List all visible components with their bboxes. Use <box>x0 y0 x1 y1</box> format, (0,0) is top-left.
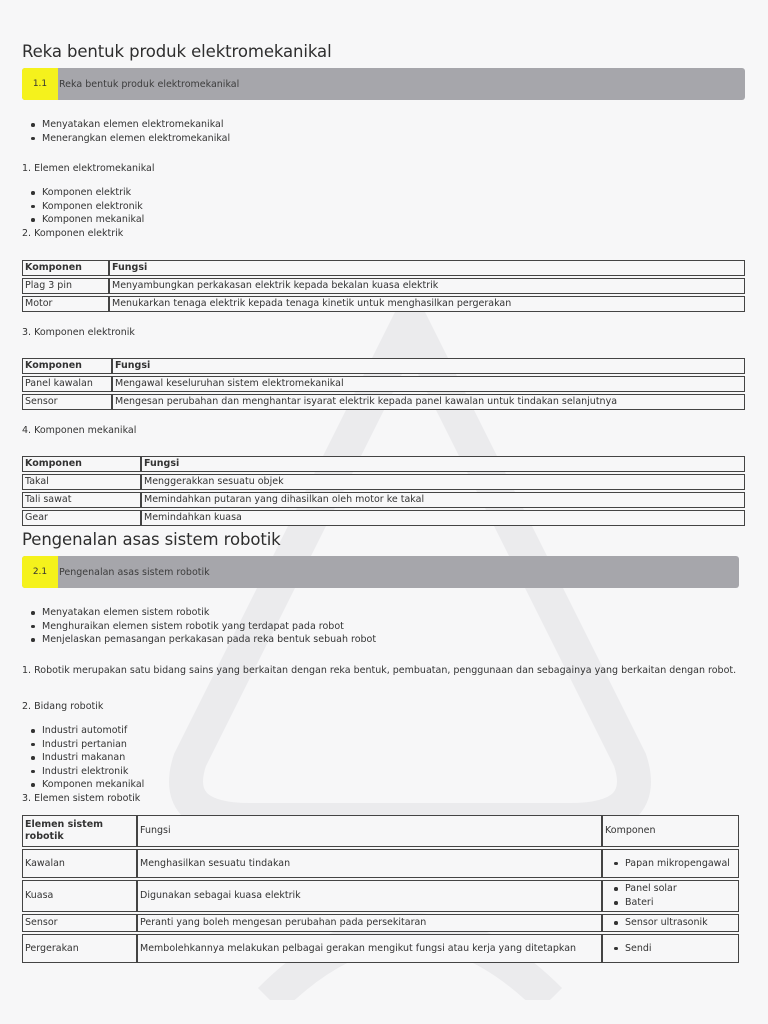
table-cell: Tali sawat <box>22 492 141 508</box>
table-row <box>22 394 745 410</box>
table-header-row <box>22 815 739 847</box>
list-item: Industri automotif <box>42 724 144 738</box>
list-item: Bateri <box>625 896 736 910</box>
list-item: Industri elektronik <box>42 765 144 779</box>
objectives-list <box>42 118 230 145</box>
list-item: Komponen elektronik <box>42 200 143 212</box>
table-cell: Pergerakan <box>22 934 137 963</box>
paragraph: 1. Elemen elektromekanikal <box>22 163 155 174</box>
list-item: Industri pertanian <box>42 738 144 752</box>
table-komponen-elektronik <box>22 356 745 412</box>
paragraph: 3. Komponen elektronik <box>22 327 135 338</box>
table-row <box>22 492 745 508</box>
table-header: Komponen <box>22 456 141 472</box>
table-cell: Peranti yang boleh mengesan perubahan pada persekitaran <box>137 914 602 932</box>
table-cell <box>602 849 739 878</box>
paragraph: 4. Komponen mekanikal <box>22 425 137 436</box>
table-row <box>22 376 745 392</box>
table-cell: Motor <box>22 296 109 312</box>
table-cell: Menggerakkan sesuatu objek <box>141 474 745 490</box>
table-komponen-mekanikal <box>22 454 745 528</box>
table-header: Fungsi <box>141 456 745 472</box>
table-row <box>22 510 745 526</box>
list-item: Menjelaskan pemasangan perkakasan pada reka bentuk sebuah robot <box>42 634 377 646</box>
table-cell: Kawalan <box>22 849 137 878</box>
table-cell: Digunakan sebagai kuasa elektrik <box>137 880 602 912</box>
list-item: Menerangkan elemen elektromekanikal <box>42 132 231 144</box>
table-cell: Menghasilkan sesuatu tindakan <box>137 849 602 878</box>
table-header-row <box>22 260 745 276</box>
table-header: Fungsi <box>137 815 602 847</box>
komponen-list <box>605 942 736 956</box>
table-cell: Membolehkannya melakukan pelbagai gerakan mengikut fungsi atau kerja yang ditetapkan <box>137 934 602 963</box>
list-item: Menghuraikan elemen sistem robotik yang terdapat pada robot <box>42 620 376 634</box>
list-item: Industri makanan <box>42 751 144 765</box>
table-row <box>22 278 745 294</box>
list-item: Menyatakan elemen elektromekanikal <box>42 118 230 132</box>
subsection-number: 1.1 <box>22 68 58 100</box>
table-header: Fungsi <box>112 358 745 374</box>
paragraph: 1. Robotik merupakan satu bidang sains yang berkaitan dengan reka bentuk, pembuatan, penggunaan dan sebagainya yang berkaitan dengan robot. <box>22 665 737 676</box>
table-header: Komponen <box>22 358 112 374</box>
table-row <box>22 934 739 963</box>
table-row <box>22 849 739 878</box>
section-heading-robotik: Pengenalan asas sistem robotik <box>22 530 281 549</box>
subsection-number: 2.1 <box>22 556 58 588</box>
komponen-list <box>605 916 736 930</box>
table-cell: Panel kawalan <box>22 376 112 392</box>
table-cell: Takal <box>22 474 141 490</box>
table-header-row <box>22 358 745 374</box>
table-header: Komponen <box>602 815 739 847</box>
table-header: Elemen sistem robotik <box>22 815 137 847</box>
table-cell: Menyambungkan perkakasan elektrik kepada bekalan kuasa elektrik <box>109 278 745 294</box>
table-header-row <box>22 456 745 472</box>
table-cell <box>602 880 739 912</box>
table-komponen-elektrik <box>22 258 745 314</box>
subsection-bar-1-1 <box>22 68 745 100</box>
paragraph: 2. Komponen elektrik <box>22 228 124 239</box>
paragraph: 2. Bidang robotik <box>22 701 104 712</box>
fields-list <box>42 724 144 792</box>
list-item: Sendi <box>625 942 736 956</box>
table-header: Komponen <box>22 260 109 276</box>
objectives-list <box>42 606 376 647</box>
table-cell <box>602 934 739 963</box>
list-item: Komponen mekanikal <box>42 214 145 226</box>
elements-list <box>42 186 144 227</box>
subsection-title: Reka bentuk produk elektromekanikal <box>59 78 240 90</box>
table-cell: Sensor <box>22 394 112 410</box>
table-cell: Mengawal keseluruhan sistem elektromekanikal <box>112 376 745 392</box>
subsection-title: Pengenalan asas sistem robotik <box>59 566 210 578</box>
table-cell: Mengesan perubahan dan menghantar isyarat elektrik kepada panel kawalan untuk tindakan selanjutnya <box>112 394 745 410</box>
table-elemen-robotik <box>22 813 739 965</box>
table-cell: Plag 3 pin <box>22 278 109 294</box>
list-item: Sensor ultrasonik <box>625 916 736 930</box>
list-item: Panel solar <box>625 882 736 896</box>
table-row <box>22 474 745 490</box>
table-cell: Menukarkan tenaga elektrik kepada tenaga kinetik untuk menghasilkan pergerakan <box>109 296 745 312</box>
list-item: Papan mikropengawal <box>625 857 736 871</box>
list-item: Komponen elektrik <box>42 186 144 200</box>
table-header: Fungsi <box>109 260 745 276</box>
table-cell: Kuasa <box>22 880 137 912</box>
section-heading-elektromekanikal: Reka bentuk produk elektromekanikal <box>22 42 332 61</box>
komponen-list <box>605 857 736 871</box>
list-item: Komponen mekanikal <box>42 779 145 791</box>
table-row <box>22 296 745 312</box>
paragraph: 3. Elemen sistem robotik <box>22 793 141 804</box>
table-cell <box>602 914 739 932</box>
table-row <box>22 880 739 912</box>
subsection-bar-2-1 <box>22 556 739 588</box>
table-cell: Gear <box>22 510 141 526</box>
table-cell: Sensor <box>22 914 137 932</box>
komponen-list <box>605 882 736 910</box>
table-cell: Memindahkan kuasa <box>141 510 745 526</box>
table-cell: Memindahkan putaran yang dihasilkan oleh motor ke takal <box>141 492 745 508</box>
table-row <box>22 914 739 932</box>
list-item: Menyatakan elemen sistem robotik <box>42 606 376 620</box>
